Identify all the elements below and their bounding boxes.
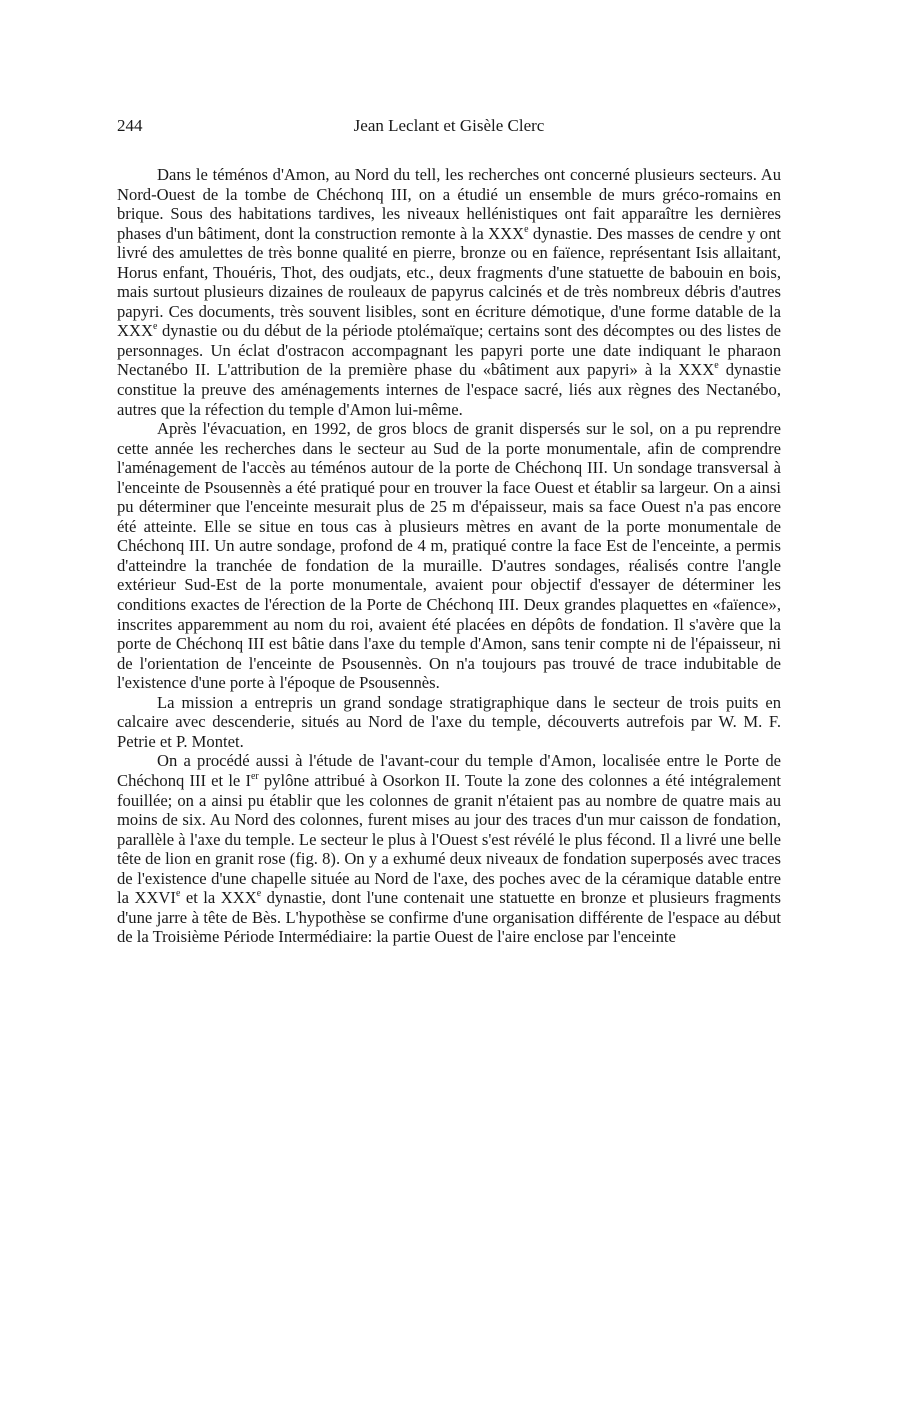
text-run: pylône attribué à Osorkon II. Toute la zone des colonnes a été intégralement fouillée; on a ainsi pu établir que les colonnes de granit n'étaient pas au nombre de quatre mais au moins de six. Au Nord des colonnes, furent mises au jour des traces d'un mur caisson de fondation, parallèle à l'axe du temple. Le secteur le plus à l'Ouest s'est révélé le plus fécond. Il a livré une belle tête de lion en granit rose (fig. 8). On y a exhumé deux niveaux de fondation superposés avec traces de l'existence d'une chapelle située au Nord de l'axe, des poches avec de la céramique datable entre la XXVI: [117, 770, 781, 908]
superscript: er: [251, 770, 259, 782]
text-run: Après l'évacuation, en 1992, de gros blocs de granit dispersés sur le sol, on a pu reprendre cette année les recherches dans le secteur au Sud de la porte monumentale, afin de comprendre l'aménagement de l'accès au téménos autour de la porte de Chéchonq III. Un sondage transversal à l'enceinte de Psousennès a été pratiqué pour en trouver la face Ouest et établir sa largeur. On a ainsi pu déterminer que l'enceinte mesurait plus de 25 m d'épaisseur, mais sa face Ouest n'a pas encore été atteinte. Elle se situe en tous cas à plusieurs mètres en avant de la porte monumentale de Chéchonq III. Un autre sondage, profond de 4 m, pratiqué contre la face Est de l'enceinte, a permis d'atteindre la tranchée de fondation de la muraille. D'autres sondages, réalisés contre l'angle extérieur Sud-Est de la porte monumentale, avaient pour objectif d'essayer de déterminer les conditions exactes de l'érection de la Porte de Chéchonq III. Deux grandes plaquettes en «faïence», inscrites apparemment au nom du roi, avaient été placées en dépôts de fondation. Il s'avère que la porte de Chéchonq III est bâtie dans l'axe du temple d'Amon, sans tenir compte ni de l'épaisseur, ni de l'orientation de l'enceinte de Psousennès. On n'a toujours pas trouvé de trace indubitable de l'existence d'une porte à l'époque de Psousennès.: [117, 419, 781, 693]
paragraph-monumental-gate: [117, 419, 781, 693]
paragraph-papyri-building: [117, 165, 781, 419]
superscript: e: [524, 223, 529, 235]
paragraph-forecourt: [117, 751, 781, 946]
text-run: dynastie, dont l'une contenait une statuette en bronze et plusieurs fragments d'une jarre à tête de Bès. L'hypothèse se confirme d'une organisation différente de l'espace au début de la Troisième Période Intermédiaire: la partie Ouest de l'aire enclose par l'enceinte: [117, 888, 781, 947]
superscript: e: [152, 321, 158, 333]
text-run: Dans le téménos d'Amon, au Nord du tell, les recherches ont concerné plusieurs secteurs. Au Nord-Ouest de la tombe de Chéchonq III, on a étudié un ensemble de murs gréco-romains en brique. Sous des habitations tardives, les niveaux hellénistiques ont fait apparaître les dernières phases d'un bâtiment, dont la construction remonte à la XXX: [117, 165, 781, 243]
text-run: dynastie ou du début de la période ptolémaïque; certains sont des décomptes ou des listes de personnages. Un éclat d'ostracon accompagnant les papyri porte une date indiquant le pharaon Nectanébo II. L'attribution de la première phase du «bâtiment aux papyri» à la XXX: [117, 321, 781, 380]
text-run: et la XXX: [180, 888, 257, 908]
superscript: e: [714, 360, 719, 372]
body-text: [117, 165, 781, 947]
page-number: 244: [117, 116, 143, 135]
superscript: e: [175, 888, 181, 900]
text-run: La mission a entrepris un grand sondage stratigraphique dans le secteur de trois puits en calcaire avec descenderie, situés au Nord de l'axe du temple, découverts autrefois par W. M. F. Petrie et P. Montet.: [117, 692, 781, 751]
paragraph-stratigraphic-sounding: [117, 693, 781, 752]
running-header: [117, 116, 781, 140]
text-run: dynastie. Des masses de cendre y ont livré des amulettes de très bonne qualité en pierre, bronze ou en faïence, représentant Isis allaitant, Horus enfant, Thouéris, Thot, des oudjats, etc., deux fragments d'une statuette de babouin en bois, mais surtout plusieurs dizaines de rouleaux de papyrus calcinés et de très nombreux débris d'autres papyri. Ces documents, très souvent lisibles, sont en écriture démotique, d'une forme datable de la XXX: [117, 223, 781, 341]
superscript: e: [256, 888, 262, 900]
running-title: Jean Leclant et Gisèle Clerc: [353, 116, 545, 135]
text-run: On a procédé aussi à l'étude de l'avant-cour du temple d'Amon, localisée entre le Porte de Chéchonq III et le I: [117, 751, 781, 790]
text-run: dynastie constitue la preuve des aménagements internes de l'espace sacré, liés aux règnes des Nectanébo, autres que la réfection du temple d'Amon lui-même.: [117, 360, 781, 419]
